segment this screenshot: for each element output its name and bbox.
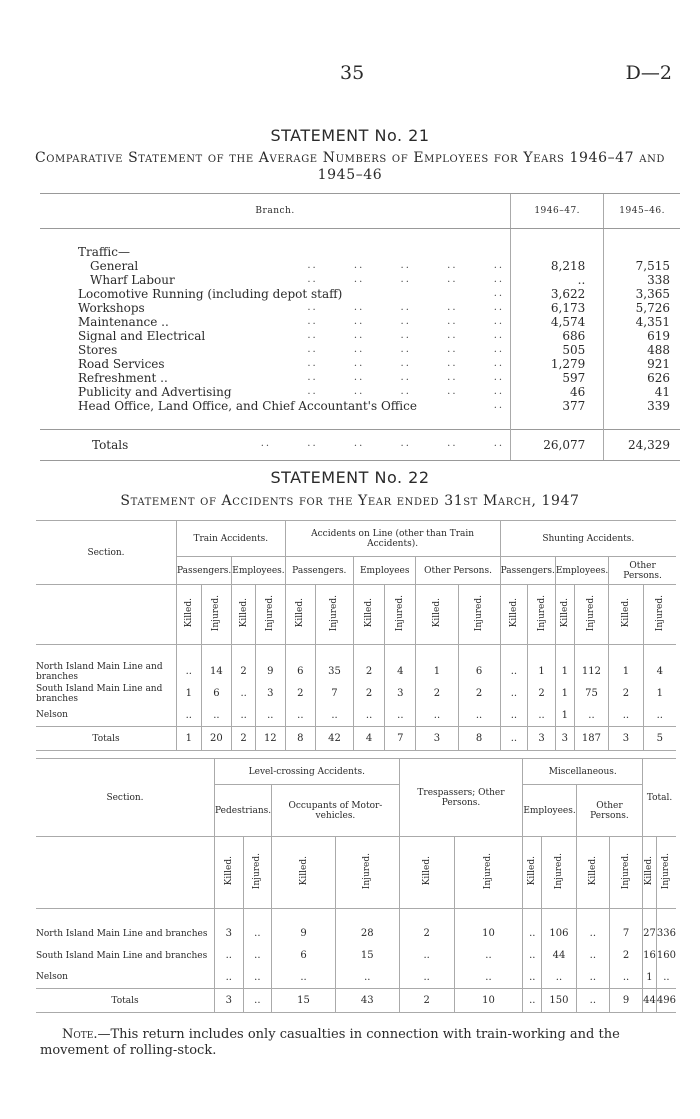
branch-label: Signal and Electrical .. .. .. .. .. (78, 329, 505, 343)
cell-value: .. (243, 989, 272, 1013)
accident-row (36, 945, 676, 967)
cell-value: 14 (201, 661, 232, 683)
branch-label: Locomotive Running (including depot staff) .. (78, 287, 505, 301)
cell-value: .. (232, 705, 256, 727)
year-1946-47-header: 1946–47. (511, 194, 604, 229)
cell-value: .. (609, 967, 642, 989)
cell-value: 106 (542, 923, 577, 945)
cell-value: 1 (416, 661, 458, 683)
cell-value: .. (385, 705, 416, 727)
cell-value: 1 (643, 967, 657, 989)
accident-row (36, 967, 676, 989)
cell-value: 2 (232, 661, 256, 683)
cell-value: 1 (177, 683, 202, 705)
cell-value: 27 (643, 923, 657, 945)
cell-value: .. (576, 945, 609, 967)
cell-value: .. (272, 967, 336, 989)
cell-value: 2 (609, 683, 643, 705)
value-1945-46: 338 (604, 273, 680, 287)
cell-value: 4 (643, 661, 676, 683)
killed-column-header: Killed. (285, 585, 315, 645)
value-1946-47: 8,218 (511, 259, 604, 273)
section-header: Section. (87, 547, 125, 558)
cell-value: .. (523, 989, 542, 1013)
accidents-table-part2 (36, 758, 676, 1013)
cell-value: 1 (528, 661, 556, 683)
cell-value: 9 (272, 923, 336, 945)
cell-value: .. (643, 705, 676, 727)
employee-row (40, 315, 680, 329)
injured-column-header: Injured. (656, 837, 676, 909)
accident-row (36, 683, 676, 705)
injured-column-header: Injured. (335, 837, 399, 909)
section-label: Nelson (36, 972, 68, 983)
cell-value: .. (500, 705, 528, 727)
value-1945-46: 41 (604, 385, 680, 399)
accident-row (36, 705, 676, 727)
cell-value: 1 (177, 727, 202, 751)
page-number: 35 (340, 62, 365, 84)
branch-label: General .. .. .. .. .. (90, 259, 505, 273)
cell-value: 2 (528, 683, 556, 705)
killed-column-header: Killed. (500, 585, 528, 645)
cell-value: .. (574, 705, 609, 727)
section-label: Nelson (36, 710, 68, 721)
cell-value: 4 (353, 727, 384, 751)
cell-value: .. (576, 967, 609, 989)
value-1945-46: 921 (604, 357, 680, 371)
cell-value: 10 (454, 989, 523, 1013)
killed-column-header: Killed. (232, 585, 256, 645)
cell-value: 44 (542, 945, 577, 967)
total-header: Total. (643, 759, 676, 837)
totals-1945-46: 24,329 (604, 430, 680, 461)
branch-label: Maintenance .. .. .. .. .. .. (78, 315, 505, 329)
value-1946-47: 3,622 (511, 287, 604, 301)
cell-value: .. (201, 705, 232, 727)
value-1946-47: 505 (511, 343, 604, 357)
employee-row (40, 259, 680, 273)
killed-column-header: Killed. (555, 585, 574, 645)
value-1946-47: 377 (511, 399, 604, 413)
cell-value: 6 (285, 661, 315, 683)
section-label: South Island Main Line and branches (36, 950, 208, 961)
cell-value: .. (215, 967, 244, 989)
cell-value: 1 (609, 661, 643, 683)
accident-row (36, 923, 676, 945)
statement-21-subtitle: Comparative Statement of the Average Numbers of Employees for Years 1946–47 and 1945–46 (34, 150, 666, 183)
injured-column-header: Injured. (201, 585, 232, 645)
value-1945-46: 619 (604, 329, 680, 343)
document-reference: D—2 (625, 62, 672, 84)
cell-value: 44 (643, 989, 657, 1013)
train-accidents-header: Train Accidents. (177, 521, 286, 557)
cell-value: .. (528, 705, 556, 727)
killed-column-header: Killed. (523, 837, 542, 909)
cell-value: 12 (255, 727, 285, 751)
cell-value: 150 (542, 989, 577, 1013)
value-1945-46: 5,726 (604, 301, 680, 315)
value-1946-47: .. (511, 273, 604, 287)
cell-value: 3 (528, 727, 556, 751)
injured-column-header: Injured. (542, 837, 577, 909)
branch-label: Publicity and Advertising .. .. .. .. .. (78, 385, 505, 399)
statement-22-title: STATEMENT No. 22 (270, 468, 430, 487)
cell-value: .. (177, 661, 202, 683)
employees-table (40, 193, 680, 461)
value-1945-46: 339 (604, 399, 680, 413)
cell-value: .. (416, 705, 458, 727)
cell-value: 6 (458, 661, 500, 683)
footnote: Note.—This return includes only casualties in connection with train-working and the movement of rolling-stock. (40, 1027, 620, 1058)
cell-value: 20 (201, 727, 232, 751)
trespassers-header: Trespassers; Other Persons. (399, 759, 523, 837)
injured-column-header: Injured. (609, 837, 642, 909)
statement-22-subtitle: Statement of Accidents for the Year ended 31st March, 1947 (120, 493, 580, 509)
totals-label: Totals .. .. .. .. .. .. (40, 430, 511, 461)
cell-value: 3 (385, 683, 416, 705)
cell-value: 75 (574, 683, 609, 705)
injured-column-header: Injured. (255, 585, 285, 645)
value-1946-47: 46 (511, 385, 604, 399)
cell-value: 7 (316, 683, 354, 705)
cell-value: 15 (335, 945, 399, 967)
cell-value: 2 (458, 683, 500, 705)
cell-value: .. (523, 923, 542, 945)
line-accidents-header: Accidents on Line (other than Train Accidents). (285, 521, 500, 557)
section-label: Totals (92, 733, 120, 744)
cell-value: 5 (643, 727, 676, 751)
subgroup-header: Other Persons. (609, 557, 676, 585)
cell-value: 1 (555, 705, 574, 727)
cell-value: 3 (255, 683, 285, 705)
cell-value: .. (609, 705, 643, 727)
value-1946-47: 4,574 (511, 315, 604, 329)
cell-value: .. (316, 705, 354, 727)
cell-value: 7 (385, 727, 416, 751)
branch-label: Head Office, Land Office, and Chief Accountant's Office .. (78, 399, 505, 413)
employee-row (40, 343, 680, 357)
injured-column-header: Injured. (243, 837, 272, 909)
subgroup-header: Occupants of Motor-vehicles. (272, 785, 400, 837)
cell-value: 1 (555, 661, 574, 683)
cell-value: .. (243, 923, 272, 945)
injured-column-header: Injured. (643, 585, 676, 645)
cell-value: .. (232, 683, 256, 705)
subgroup-header: Other Persons. (576, 785, 642, 837)
employee-row (40, 287, 680, 301)
cell-value: 2 (232, 727, 256, 751)
section-label: Totals (111, 995, 139, 1006)
cell-value: .. (454, 967, 523, 989)
cell-value: 35 (316, 661, 354, 683)
cell-value: .. (399, 967, 454, 989)
cell-value: .. (399, 945, 454, 967)
cell-value: .. (523, 945, 542, 967)
cell-value: 10 (454, 923, 523, 945)
totals-row (36, 727, 676, 751)
killed-column-header: Killed. (177, 585, 202, 645)
injured-column-header: Injured. (528, 585, 556, 645)
cell-value: .. (255, 705, 285, 727)
injured-column-header: Injured. (316, 585, 354, 645)
branch-label: Road Services .. .. .. .. .. (78, 357, 505, 371)
cell-value: 496 (656, 989, 676, 1013)
cell-value: .. (523, 967, 542, 989)
cell-value: .. (500, 727, 528, 751)
cell-value: 8 (458, 727, 500, 751)
subgroup-header: Employees. (555, 557, 608, 585)
killed-column-header: Killed. (399, 837, 454, 909)
injured-column-header: Injured. (574, 585, 609, 645)
cell-value: .. (454, 945, 523, 967)
value-1945-46: 626 (604, 371, 680, 385)
accident-row (36, 661, 676, 683)
cell-value: .. (353, 705, 384, 727)
cell-value: 2 (285, 683, 315, 705)
subgroup-header: Employees. (523, 785, 576, 837)
employee-row (40, 371, 680, 385)
value-1945-46: 4,351 (604, 315, 680, 329)
subgroup-header: Passengers. (500, 557, 555, 585)
cell-value: 7 (609, 923, 642, 945)
cell-value: 3 (215, 989, 244, 1013)
killed-column-header: Killed. (576, 837, 609, 909)
branch-label: Wharf Labour .. .. .. .. .. (90, 273, 505, 287)
cell-value: 112 (574, 661, 609, 683)
cell-value: 28 (335, 923, 399, 945)
cell-value: .. (500, 661, 528, 683)
value-1945-46: 7,515 (604, 259, 680, 273)
value-1946-47: 1,279 (511, 357, 604, 371)
killed-column-header: Killed. (353, 585, 384, 645)
subgroup-header: Pedestrians. (215, 785, 272, 837)
section-label: South Island Main Line and branches (36, 683, 163, 704)
cell-value: 1 (555, 683, 574, 705)
traffic-group-label: Traffic— (78, 245, 130, 259)
cell-value: .. (285, 705, 315, 727)
subgroup-header: Employees. (232, 557, 285, 585)
employee-row (40, 357, 680, 371)
value-1946-47: 6,173 (511, 301, 604, 315)
cell-value: .. (458, 705, 500, 727)
cell-value: 6 (201, 683, 232, 705)
subgroup-header: Other Persons. (416, 557, 500, 585)
cell-value: 1 (643, 683, 676, 705)
totals-1946-47: 26,077 (511, 430, 604, 461)
cell-value: 2 (609, 945, 642, 967)
subgroup-header: Passengers. (285, 557, 353, 585)
totals-row (36, 989, 676, 1013)
cell-value: 8 (285, 727, 315, 751)
cell-value: .. (542, 967, 577, 989)
employee-row (40, 385, 680, 399)
cell-value: 3 (215, 923, 244, 945)
cell-value: .. (335, 967, 399, 989)
value-1945-46: 3,365 (604, 287, 680, 301)
cell-value: 2 (353, 683, 384, 705)
subgroup-header: Employees (353, 557, 416, 585)
cell-value: 2 (416, 683, 458, 705)
cell-value: .. (177, 705, 202, 727)
employee-row (40, 273, 680, 287)
branch-label: Stores .. .. .. .. .. (78, 343, 505, 357)
value-1945-46: 488 (604, 343, 680, 357)
shunting-accidents-header: Shunting Accidents. (500, 521, 676, 557)
branch-label: Refreshment .. .. .. .. .. .. (78, 371, 505, 385)
employee-row (40, 301, 680, 315)
accidents-table-part1 (36, 520, 676, 751)
cell-value: 3 (555, 727, 574, 751)
miscellaneous-header: Miscellaneous. (523, 759, 643, 785)
statement-21-title: STATEMENT No. 21 (270, 126, 430, 145)
year-1945-46-header: 1945–46. (604, 194, 680, 229)
employee-row (40, 329, 680, 343)
injured-column-header: Injured. (458, 585, 500, 645)
cell-value: 4 (385, 661, 416, 683)
section-label: North Island Main Line and branches (36, 661, 163, 682)
cell-value: 15 (272, 989, 336, 1013)
level-crossing-header: Level-crossing Accidents. (215, 759, 400, 785)
cell-value: 43 (335, 989, 399, 1013)
cell-value: .. (656, 967, 676, 989)
cell-value: 9 (255, 661, 285, 683)
cell-value: .. (243, 967, 272, 989)
injured-column-header: Injured. (385, 585, 416, 645)
branch-label: Workshops .. .. .. .. .. (78, 301, 505, 315)
cell-value: 3 (609, 727, 643, 751)
injured-column-header: Injured. (454, 837, 523, 909)
cell-value: 42 (316, 727, 354, 751)
cell-value: 187 (574, 727, 609, 751)
cell-value: .. (215, 945, 244, 967)
cell-value: .. (500, 683, 528, 705)
branch-header: Branch. (40, 194, 511, 229)
cell-value: 2 (353, 661, 384, 683)
killed-column-header: Killed. (609, 585, 643, 645)
killed-column-header: Killed. (416, 585, 458, 645)
employee-row (40, 399, 680, 413)
section-header-2: Section. (106, 792, 144, 803)
cell-value: 2 (399, 923, 454, 945)
cell-value: 2 (399, 989, 454, 1013)
killed-column-header: Killed. (643, 837, 657, 909)
value-1946-47: 686 (511, 329, 604, 343)
cell-value: 160 (656, 945, 676, 967)
cell-value: 336 (656, 923, 676, 945)
cell-value: 9 (609, 989, 642, 1013)
cell-value: .. (243, 945, 272, 967)
cell-value: 16 (643, 945, 657, 967)
killed-column-header: Killed. (215, 837, 244, 909)
cell-value: .. (576, 989, 609, 1013)
killed-column-header: Killed. (272, 837, 336, 909)
cell-value: 6 (272, 945, 336, 967)
section-label: North Island Main Line and branches (36, 928, 208, 939)
cell-value: .. (576, 923, 609, 945)
value-1946-47: 597 (511, 371, 604, 385)
subgroup-header: Passengers. (177, 557, 232, 585)
cell-value: 3 (416, 727, 458, 751)
